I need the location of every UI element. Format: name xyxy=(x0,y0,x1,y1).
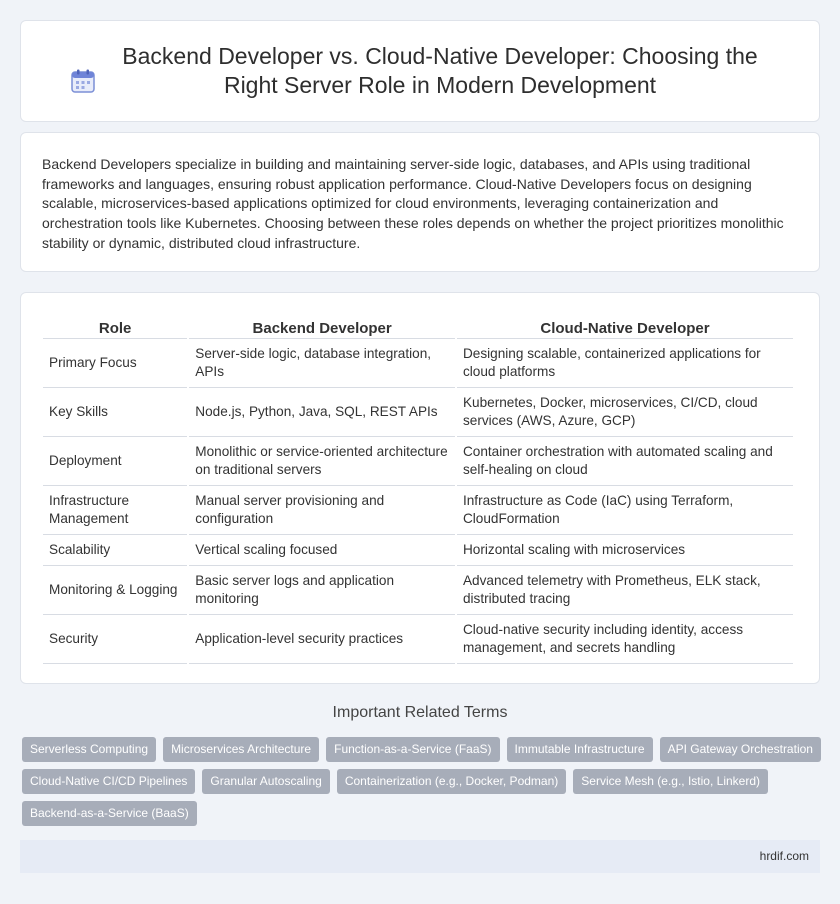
cloud-native-cell: Kubernetes, Docker, microservices, CI/CD, cloud services (AWS, Azure, GCP) xyxy=(457,388,793,437)
cloud-native-cell: Horizontal scaling with microservices xyxy=(457,535,793,566)
row-label: Infrastructure Management xyxy=(43,486,187,535)
backend-cell: Basic server logs and application monitoring xyxy=(189,566,455,615)
related-terms-list xyxy=(22,737,822,826)
backend-cell: Application-level security practices xyxy=(189,615,455,664)
comparison-card xyxy=(20,292,820,684)
row-label: Key Skills xyxy=(43,388,187,437)
comparison-table xyxy=(41,313,795,664)
footer xyxy=(20,840,820,873)
calendar-icon xyxy=(70,68,96,94)
related-term-tag[interactable]: Microservices Architecture xyxy=(163,737,319,762)
table-row xyxy=(43,388,793,437)
table-row xyxy=(43,615,793,664)
table-row xyxy=(43,566,793,615)
header-role: Role xyxy=(43,313,187,339)
table-header-row xyxy=(43,313,793,339)
related-term-tag[interactable]: API Gateway Orchestration xyxy=(660,737,821,762)
backend-cell: Node.js, Python, Java, SQL, REST APIs xyxy=(189,388,455,437)
related-term-tag[interactable]: Function-as-a-Service (FaaS) xyxy=(326,737,499,762)
row-label: Scalability xyxy=(43,535,187,566)
table-row xyxy=(43,486,793,535)
backend-cell: Server-side logic, database integration, APIs xyxy=(189,339,455,388)
row-label: Security xyxy=(43,615,187,664)
footer-site-link[interactable]: hrdif.com xyxy=(759,849,809,863)
table-row xyxy=(43,535,793,566)
intro-card xyxy=(20,132,820,272)
related-terms-heading: Important Related Terms xyxy=(332,704,508,721)
related-term-tag[interactable]: Serverless Computing xyxy=(22,737,156,762)
backend-cell: Manual server provisioning and configuration xyxy=(189,486,455,535)
backend-cell: Monolithic or service-oriented architecture on traditional servers xyxy=(189,437,455,486)
title-card xyxy=(20,20,820,122)
backend-cell: Vertical scaling focused xyxy=(189,535,455,566)
header-cloud-native: Cloud-Native Developer xyxy=(457,313,793,339)
cloud-native-cell: Designing scalable, containerized applications for cloud platforms xyxy=(457,339,793,388)
related-term-tag[interactable]: Containerization (e.g., Docker, Podman) xyxy=(337,769,566,794)
related-term-tag[interactable]: Backend-as-a-Service (BaaS) xyxy=(22,801,197,826)
page-title: Backend Developer vs. Cloud-Native Developer: Choosing the Right Server Role in Modern Development xyxy=(122,43,758,98)
related-term-tag[interactable]: Cloud-Native CI/CD Pipelines xyxy=(22,769,195,794)
title-wrap xyxy=(70,42,770,100)
row-label: Monitoring & Logging xyxy=(43,566,187,615)
cloud-native-cell: Infrastructure as Code (IaC) using Terraform, CloudFormation xyxy=(457,486,793,535)
header-backend: Backend Developer xyxy=(189,313,455,339)
cloud-native-cell: Cloud-native security including identity, access management, and secrets handling xyxy=(457,615,793,664)
row-label: Deployment xyxy=(43,437,187,486)
table-row xyxy=(43,437,793,486)
cloud-native-cell: Container orchestration with automated scaling and self-healing on cloud xyxy=(457,437,793,486)
row-label: Primary Focus xyxy=(43,339,187,388)
related-term-tag[interactable]: Granular Autoscaling xyxy=(202,769,329,794)
intro-paragraph: Backend Developers specialize in building and maintaining server-side logic, databases, and APIs using traditional frameworks and languages, ensuring robust application performance. Cloud-Native Developers focus on designing scalable, microservices-based applications optimized for cloud environments, leveraging containerization and orchestration tools like Kubernetes. Choosing between these roles depends on whether the project prioritizes monolithic stability or dynamic, distributed cloud infrastructure. xyxy=(42,156,784,251)
related-term-tag[interactable]: Service Mesh (e.g., Istio, Linkerd) xyxy=(573,769,768,794)
cloud-native-cell: Advanced telemetry with Prometheus, ELK stack, distributed tracing xyxy=(457,566,793,615)
table-row xyxy=(43,339,793,388)
related-term-tag[interactable]: Immutable Infrastructure xyxy=(507,737,653,762)
